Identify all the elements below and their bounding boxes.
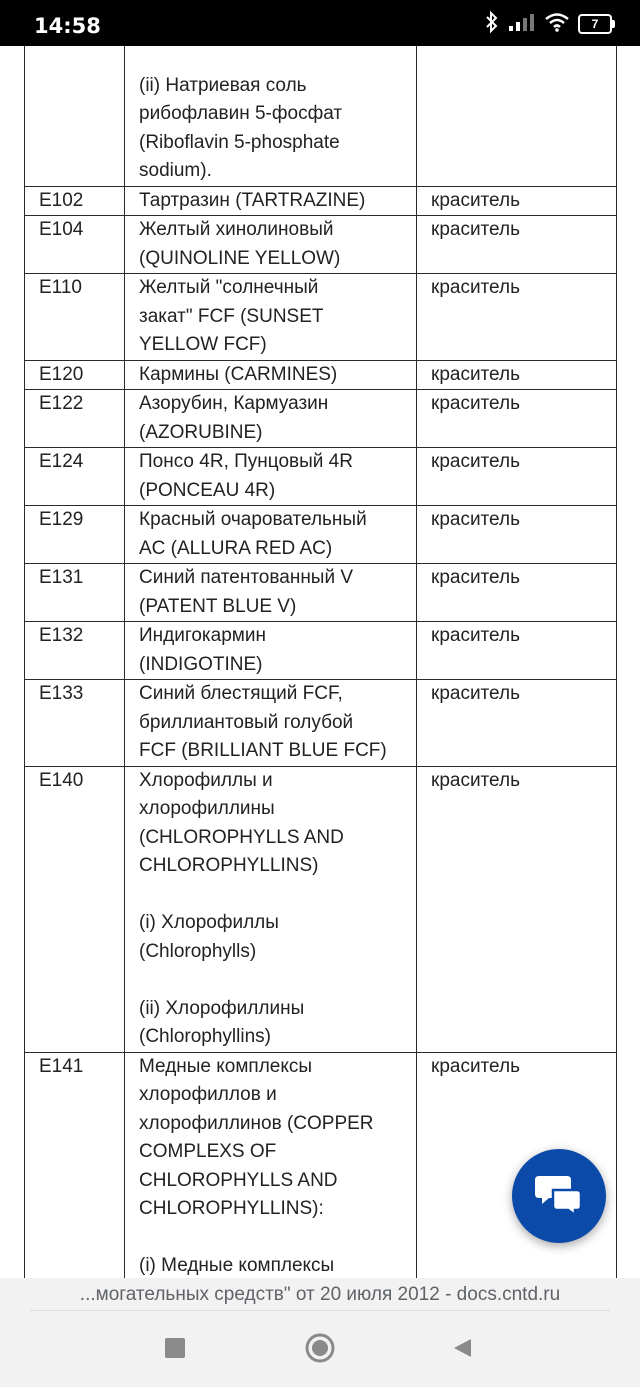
additive-code: E110 (25, 274, 125, 361)
additive-function: краситель (417, 766, 617, 1052)
additive-name (125, 680, 417, 767)
additive-name (125, 390, 417, 448)
additive-code: E140 (25, 766, 125, 1052)
chat-button[interactable] (512, 1149, 606, 1243)
additive-name-line: Понсо 4R, Пунцовый 4R (139, 451, 353, 472)
line-gap (139, 46, 404, 72)
additive-name-line: Кармины (CARMINES) (139, 363, 338, 385)
divider (30, 1310, 610, 1311)
additive-code: E129 (25, 506, 125, 564)
table-row (25, 680, 617, 767)
additive-code: E133 (25, 680, 125, 767)
additive-name (125, 448, 417, 506)
additive-function: краситель (417, 360, 617, 390)
additive-name-line: COMPLEXS OF (139, 1141, 277, 1162)
additive-name-line: закат" FCF (SUNSET (139, 305, 324, 327)
line-gap (139, 881, 404, 910)
additive-function: краситель (417, 274, 617, 361)
additives-table (24, 46, 617, 1278)
status-icons (484, 12, 612, 36)
table-row (25, 186, 617, 216)
additive-code: E124 (25, 448, 125, 506)
additive-name-line: CHLOROPHYLLS AND (139, 1169, 338, 1191)
navigation-bar (0, 1312, 640, 1387)
additive-name-line: CHLOROPHYLLINS) (139, 855, 319, 876)
additive-name (125, 216, 417, 274)
additive-code: E141 (25, 1052, 125, 1278)
additive-name-line: sodium). (139, 160, 212, 181)
page-content (0, 46, 640, 1278)
additive-function: краситель (417, 622, 617, 680)
additive-name-line: (i) Хлорофиллы (139, 912, 279, 933)
additive-name-line: (AZORUBINE) (139, 421, 263, 443)
additive-name-line: рибофлавин 5-фосфат (139, 103, 343, 124)
table-row (25, 360, 617, 390)
additive-function: краситель (417, 1052, 617, 1278)
additive-name-line: бриллиантовый голубой (139, 711, 354, 733)
additive-name (125, 46, 417, 186)
line-gap (139, 1224, 404, 1253)
additive-name-line: Желтый хинолиновый (139, 219, 334, 240)
recents-button[interactable] (157, 1332, 193, 1368)
clock: 14:58 (34, 14, 101, 38)
additive-name-line: Синий патентованный V (139, 567, 354, 588)
line-gap (139, 966, 404, 995)
battery-icon: 7 (578, 14, 612, 34)
additive-name-line: Медные комплексы (139, 1055, 313, 1077)
additive-name-line: хлорофиллины (139, 798, 275, 819)
additive-code: E104 (25, 216, 125, 274)
additive-code: E102 (25, 186, 125, 216)
additive-name-line: хлорофиллинов (COPPER (139, 1112, 374, 1134)
additive-code: E120 (25, 360, 125, 390)
back-triangle-icon (451, 1337, 473, 1364)
table-row (25, 564, 617, 622)
additive-name-line: (Chlorophylls) (139, 940, 257, 962)
additive-function: краситель (417, 448, 617, 506)
additive-function: краситель (417, 564, 617, 622)
url-bar[interactable] (0, 1278, 640, 1312)
table-row (25, 622, 617, 680)
additive-code: E122 (25, 390, 125, 448)
additive-name-line: (QUINOLINE YELLOW) (139, 247, 341, 269)
bluetooth-icon (484, 10, 500, 39)
additive-name-line: Красный очаровательный (139, 509, 367, 530)
additive-name-line: CHLOROPHYLLINS): (139, 1198, 324, 1219)
table-row (25, 274, 617, 361)
home-circle-icon (304, 1332, 336, 1369)
table-row (25, 448, 617, 506)
home-button[interactable] (302, 1332, 338, 1368)
additive-code: E131 (25, 564, 125, 622)
additive-name (125, 360, 417, 390)
additive-name-line: YELLOW FCF) (139, 334, 267, 355)
additive-name (125, 622, 417, 680)
additive-name (125, 564, 417, 622)
additive-name-line: (ii) Хлорофиллины (139, 997, 305, 1019)
additive-name-line: FCF (BRILLIANT BLUE FCF) (139, 740, 387, 761)
additive-function: краситель (417, 216, 617, 274)
table-row (25, 506, 617, 564)
additive-name-line: (i) Медные комплексы (139, 1255, 335, 1276)
additive-name-line: (PATENT BLUE V) (139, 595, 297, 617)
additive-name-line: Желтый "солнечный (139, 277, 319, 298)
wifi-icon (544, 12, 570, 37)
status-bar (0, 0, 640, 46)
additive-code: E132 (25, 622, 125, 680)
additive-name-line: Индигокармин (139, 625, 266, 646)
additive-function: краситель (417, 506, 617, 564)
additive-name-line: (PONCEAU 4R) (139, 479, 276, 501)
additive-name-line: Азорубин, Кармуазин (139, 393, 329, 414)
table-row (25, 390, 617, 448)
additive-name-line: (INDIGOTINE) (139, 653, 263, 675)
table-row (25, 46, 617, 186)
additive-name-line: хлорофиллов и (139, 1084, 277, 1105)
additive-name (125, 274, 417, 361)
square-icon (164, 1337, 186, 1364)
additive-function (417, 46, 617, 186)
table-row (25, 766, 617, 1052)
additive-name-line: (ii) Натриевая соль (139, 74, 307, 96)
back-button[interactable] (444, 1332, 480, 1368)
additive-name-line: Хлорофиллы и (139, 769, 273, 791)
additive-name-line: Синий блестящий FCF, (139, 683, 343, 704)
additive-name (125, 506, 417, 564)
url-text: ...могательных средств" от 20 июля 2012 - docs.cntd.ru (79, 1284, 561, 1305)
additive-function: краситель (417, 390, 617, 448)
additive-name-line: Тартразин (TARTRAZINE) (139, 189, 366, 211)
additive-function: краситель (417, 680, 617, 767)
additive-name (125, 186, 417, 216)
additive-name-line: AC (ALLURA RED AC) (139, 537, 333, 559)
additive-code (25, 46, 125, 186)
additive-function: краситель (417, 186, 617, 216)
chat-bubbles-icon (533, 1172, 585, 1221)
signal-icon (508, 12, 536, 37)
additive-name-line: (Riboflavin 5-phosphate (139, 131, 340, 153)
additive-name-line: (CHLOROPHYLLS AND (139, 826, 344, 848)
table-row (25, 216, 617, 274)
additive-name (125, 1052, 417, 1278)
additive-name (125, 766, 417, 1052)
additive-name-line: (Chlorophyllins) (139, 1026, 271, 1047)
